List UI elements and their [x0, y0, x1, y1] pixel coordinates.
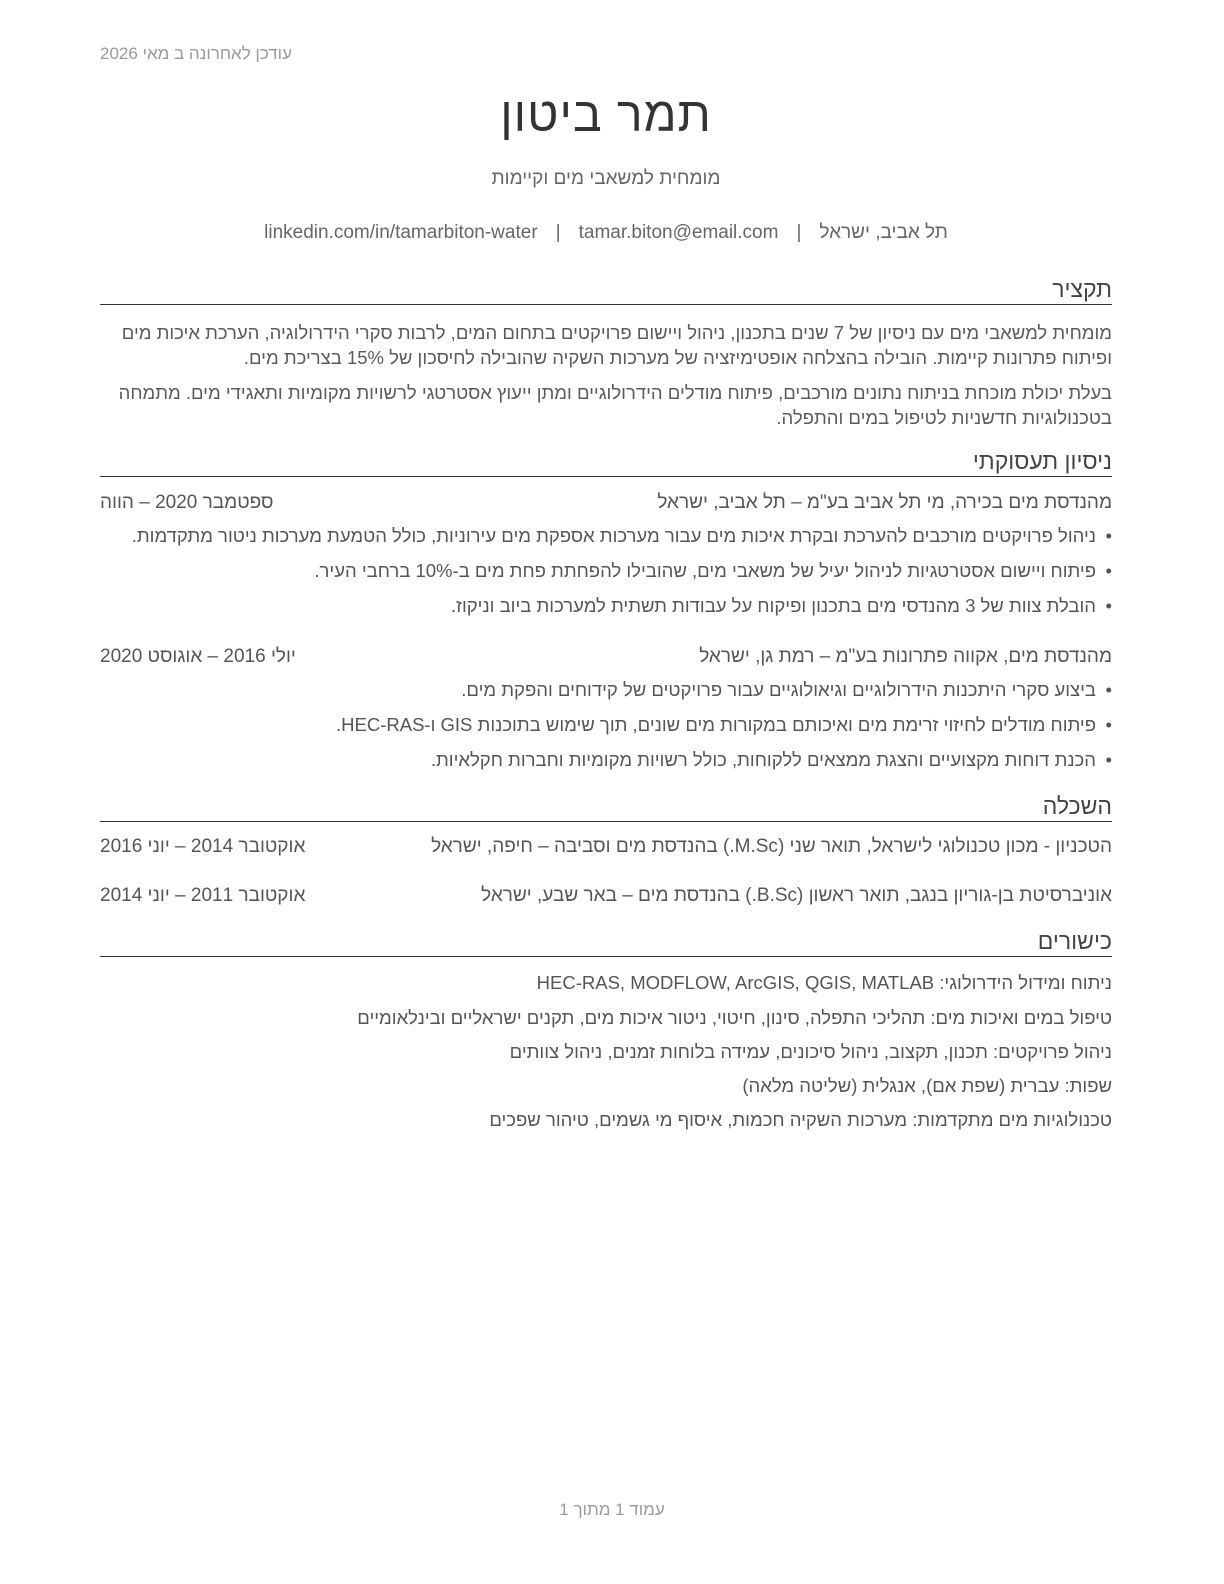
contact-line [100, 222, 1112, 244]
candidate-name: תמר ביטון [500, 89, 712, 142]
bullet-text: פיתוח ויישום אסטרטגיות לניהול יעיל של משאבי מים, שהובילו להפחתת פחת מים ב-10% ברחבי העיר. [314, 560, 1096, 581]
education-dates: אוקטובר 2011 – יוני 2014 [100, 885, 306, 906]
job-dates: ספטמבר 2020 – הווה [100, 492, 274, 513]
bullet-text: הובלת צוות של 3 מהנדסי מים בתכנון ופיקוח על עבודות תשתית למערכות ביוב וניקוז. [450, 595, 1096, 616]
education-text: אוניברסיטת בן-גוריון בנגב, תואר ראשון (B.Sc.) בהנדסת מים – באר שבע, ישראל [481, 885, 1112, 906]
education-item [100, 836, 1112, 862]
job-bullets [100, 677, 1112, 782]
skill-line: שפות: עברית (שפת אם), אנגלית (שליטה מלאה) [742, 1075, 1112, 1096]
page-number: עמוד 1 מתוך 1 [559, 1500, 665, 1519]
skills-heading: כישורים [100, 926, 1112, 957]
list-item: • ניהול פרויקטים מורכבים להערכת ובקרת איכות מים עבור מערכות אספקת מים עירוניות, כולל הטמעת מערכות ניטור מתקדמות. [131, 525, 1112, 546]
list-item: • ביצוע סקרי היתכנות הידרולוגיים וגיאולוגיים עבור פרויקטים של קידוחים והפקת מים. [461, 679, 1112, 700]
job-header [100, 492, 1112, 518]
contact-linkedin[interactable]: linkedin.com/in/tamarbiton-water [264, 222, 538, 243]
summary-paragraph: מומחית למשאבי מים עם ניסיון של 7 שנים בתכנון, ניהול ויישום פרויקטים בתחום המים, לרבות סקרי הידרולוגיה, הערכת איכות מים ופיתוח פתרונות קיימות. הובילה בהצלחה אופטימיזציה של מערכות השקיה שהובילה לחיסכון של 15% בצריכת מים. [121, 322, 1112, 368]
contact-separator: | [555, 222, 561, 243]
list-item: • הכנת דוחות מקצועיים והצגת ממצאים ללקוחות, כולל רשויות מקומיות וחברות חקלאיות. [430, 749, 1112, 770]
skill-line: טכנולוגיות מים מתקדמות: מערכות השקיה חכמות, איסוף מי גשמים, טיהור שפכים [489, 1109, 1112, 1130]
contact-separator: | [796, 222, 802, 243]
education-dates: אוקטובר 2014 – יוני 2016 [100, 836, 306, 857]
list-item: • הובלת צוות של 3 מהנדסי מים בתכנון ופיקוח על עבודות תשתית למערכות ביוב וניקוז. [450, 595, 1112, 616]
education-heading: השכלה [100, 791, 1112, 822]
summary-heading: תקציר [100, 274, 1112, 305]
bullet-text: פיתוח מודלים לחיזוי זרימת מים ואיכותם במקורות מים שונים, תוך שימוש בתוכנות GIS ו-HEC-RAS. [336, 714, 1096, 735]
list-item: • פיתוח מודלים לחיזוי זרימת מים ואיכותם במקורות מים שונים, תוך שימוש בתוכנות GIS ו-HEC-RAS. [336, 714, 1112, 735]
job-header [100, 646, 1112, 672]
job-dates: יולי 2016 – אוגוסט 2020 [100, 646, 296, 667]
bullet-text: ניהול פרויקטים מורכבים להערכת ובקרת איכות מים עבור מערכות אספקת מים עירוניות, כולל הטמעת מערכות ניטור מתקדמות. [131, 525, 1096, 546]
candidate-title: מומחית למשאבי מים וקיימות [491, 168, 721, 189]
contact-location: תל אביב, ישראל [819, 222, 948, 243]
resume-page [100, 0, 1112, 1584]
experience-heading: ניסיון תעסוקתי [100, 446, 1112, 477]
bullet-text: ביצוע סקרי היתכנות הידרולוגיים וגיאולוגיים עבור פרויקטים של קידוחים והפקת מים. [461, 679, 1096, 700]
job-org: מהנדסת מים, אקווה פתרונות בע"מ – רמת גן, ישראל [699, 646, 1112, 667]
contact-email[interactable]: tamar.biton@email.com [578, 222, 779, 243]
skill-line: טיפול במים ואיכות מים: תהליכי התפלה, סינון, חיטוי, ניטור איכות מים, תקנים ישראליים ובינלאומיים [357, 1007, 1112, 1028]
skill-line: ניתוח ומידול הידרולוגי: HEC-RAS, MODFLOW, ArcGIS, QGIS, MATLAB [536, 972, 1112, 993]
job-org: מהנדסת מים בכירה, מי תל אביב בע"מ – תל אביב, ישראל [657, 492, 1112, 513]
last-updated-note: עודכן לאחרונה ב מאי 2026 [100, 44, 292, 63]
skill-line: ניהול פרויקטים: תכנון, תקצוב, ניהול סיכונים, עמידה בלוחות זמנים, ניהול צוותים [509, 1041, 1112, 1062]
bullet-text: הכנת דוחות מקצועיים והצגת ממצאים ללקוחות, כולל רשויות מקומיות וחברות חקלאיות. [430, 749, 1096, 770]
education-text: הטכניון - מכון טכנולוגי לישראל, תואר שני (M.Sc.) בהנדסת מים וסביבה – חיפה, ישראל [431, 836, 1112, 857]
job-bullets [100, 523, 1112, 628]
list-item: • פיתוח ויישום אסטרטגיות לניהול יעיל של משאבי מים, שהובילו להפחתת פחת מים ב-10% ברחבי העיר. [314, 560, 1112, 581]
summary-paragraph: בעלת יכולת מוכחת בניתוח נתונים מורכבים, פיתוח מודלים הידרולוגיים ומתן ייעוץ אסטרטגי לרשויות מקומיות ותאגידי מים. מתמחה בטכנולוגיות חדשניות לטיפול במים והתפלה. [118, 382, 1112, 428]
education-item [100, 885, 1112, 911]
